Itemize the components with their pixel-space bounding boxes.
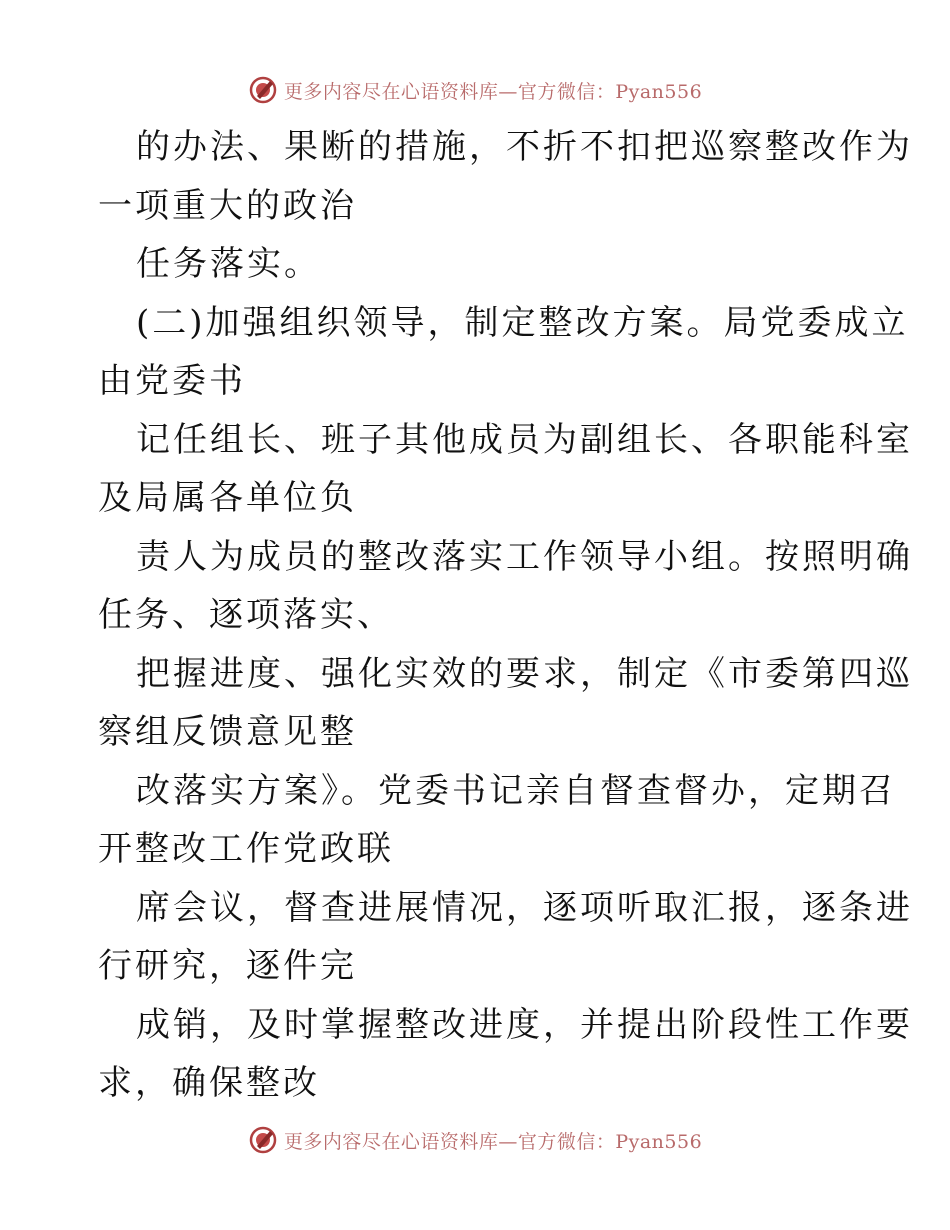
text-line: 的办法、果断的措施，不折不扣把巡察整改作为 [136,127,913,167]
text-line: 开整改工作党政联 [98,829,394,869]
text-line: 求，确保整改 [98,1063,320,1103]
text-line: (二)加强组织领导，制定整改方案。局党委成立 [136,302,909,343]
text-line: 记任组长、班子其他成员为副组长、各职能科室 [136,419,913,460]
header-banner [0,70,950,110]
text-line: 把握进度、强化实效的要求，制定《市委第四巡 [136,653,913,694]
text-line: 任务落实。 [136,244,321,284]
text-line: 成销，及时掌握整改进度，并提出阶段性工作要 [136,1004,913,1045]
pen-seal-icon [248,1125,278,1155]
footer-banner-text: 更多内容尽在心语资料库—官方微信：Pyan556 [283,1130,703,1153]
footer-banner [0,1120,950,1160]
text-line: 及局属各单位负 [98,478,357,518]
text-line: 任务、逐项落实、 [98,595,394,635]
text-line: 由党委书 [98,361,246,401]
text-line: 察组反馈意见整 [98,712,357,752]
text-line: 责人为成员的整改落实工作领导小组。按照明确 [136,536,913,577]
text-line: 改落实方案》。党委书记亲自督查督办，定期召 [136,770,896,811]
document-body [98,118,913,1113]
pen-seal-icon [248,75,278,105]
text-line: 席会议，督查进展情况，逐项听取汇报，逐条进 [136,887,913,928]
text-line: 一项重大的政治 [98,185,357,226]
header-banner-text: 更多内容尽在心语资料库—官方微信：Pyan556 [283,80,703,103]
text-line: 行研究，逐件完 [98,946,357,986]
